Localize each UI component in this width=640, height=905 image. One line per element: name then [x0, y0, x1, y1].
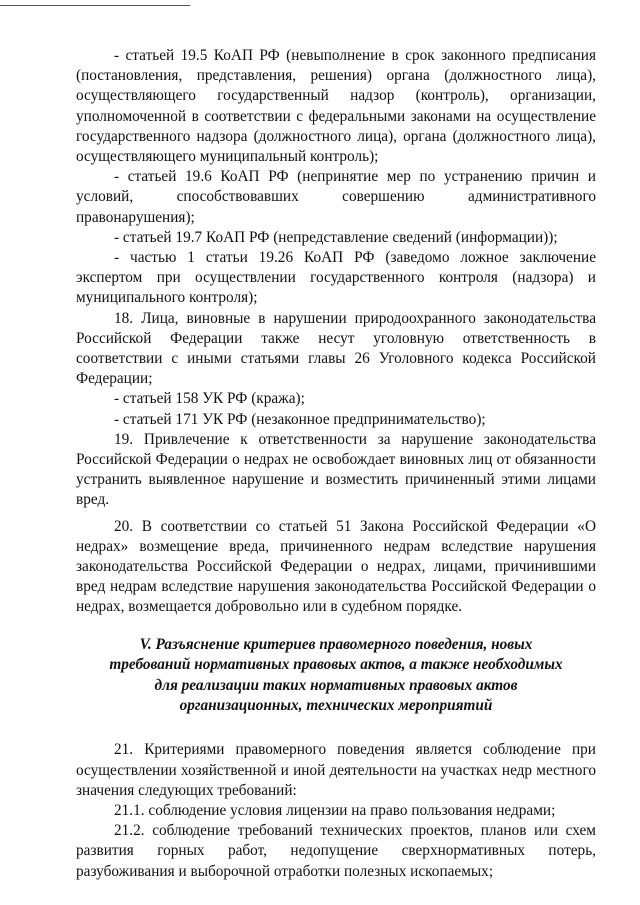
- section-heading: [76, 635, 596, 717]
- paragraph-article-19-5: - статьей 19.5 КоАП РФ (невыполнение в срок законного предписания (постановления, представления, решения) органа (должностного лица), осуществляющего государственный надзор (контроль), организации, уполномоченной в соответствии с федеральными законами на осуществление государственного надзора (должностного лица), органа (должностного лица), осуществляющего муниципальный контроль);: [76, 47, 596, 166]
- section-heading-line-3: для реализации таких нормативных правовых актов: [154, 676, 518, 694]
- section-heading-line-4: организационных, технических мероприятий: [179, 696, 493, 714]
- paragraph-article-19-6: - статьей 19.6 КоАП РФ (непринятие мер по устранению причин и условий, способствовавших совершению административного правонарушения);: [76, 168, 596, 226]
- paragraph-article-19-26: - частью 1 статьи 19.26 КоАП РФ (заведомо ложное заключение экспертом при осуществлении государственного контроля (надзора) и муниципального контроля);: [76, 249, 596, 307]
- paragraph-article-171: - статьей 171 УК РФ (незаконное предпринимательство);: [114, 410, 486, 428]
- paragraph-20: 20. В соответствии со статьей 51 Закона Российской Федерации «О недрах» возмещение вреда, причиненного недрам вследствие нарушения законодательства Российской Федерации о недрах, лицами, причинившими вред недрам вследствие нарушения законодательства Российской Федерации о недрах, возмещается добровольно или в судебном порядке.: [76, 517, 596, 616]
- paragraph-21-2: 21.2. соблюдение требований технических проектов, планов или схем развития горных работ, недопущение сверхнормативных потерь, разубоживания и выборочной отработки полезных ископаемых;: [76, 822, 596, 880]
- document-page: [76, 46, 596, 882]
- section-heading-line-2: требований нормативных правовых актов, а также необходимых: [109, 656, 563, 674]
- paragraph-21: 21. Критериями правомерного поведения является соблюдение при осуществлении хозяйственной и иной деятельности на участках недр местного значения следующих требований:: [76, 741, 596, 799]
- paragraph-article-158: - статьей 158 УК РФ (кража);: [114, 390, 305, 408]
- paragraph-18: 18. Лица, виновные в нарушении природоохранного законодательства Российской Федерации также несут уголовную ответственность в соответствии с иными статьями главы 26 Уголовного кодекса Российской Федерации;: [76, 309, 596, 388]
- paragraph-21-1: 21.1. соблюдение условия лицензии на право пользования недрами;: [114, 801, 556, 819]
- top-rule: [0, 5, 190, 6]
- paragraph-19: 19. Привлечение к ответственности за нарушение законодательства Российской Федерации о недрах не освобождает виновных лиц от обязанности устранить выявленное нарушение и возместить причиненный этими лицами вред.: [76, 430, 596, 509]
- section-heading-line-1: V. Разъяснение критериев правомерного поведения, новых: [139, 635, 533, 653]
- paragraph-article-19-7: - статьей 19.7 КоАП РФ (непредставление сведений (информации));: [114, 228, 558, 246]
